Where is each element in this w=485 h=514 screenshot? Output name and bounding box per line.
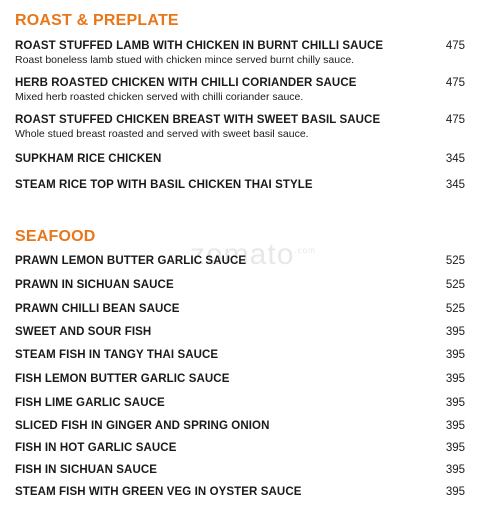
- menu-item: [15, 397, 467, 409]
- item-price: 345: [445, 179, 465, 191]
- menu-item: [15, 486, 467, 498]
- section-title-seafood: SEAFOOD: [15, 228, 96, 245]
- menu-item: [15, 77, 467, 103]
- item-price: 345: [445, 153, 465, 165]
- item-price: 395: [445, 464, 465, 476]
- item-price: 395: [445, 373, 465, 385]
- item-name: FISH LIME GARLIC SAUCE: [15, 397, 165, 409]
- item-price: 475: [445, 40, 465, 52]
- watermark-text: zomato: [190, 238, 295, 271]
- watermark-suffix: .com: [294, 246, 316, 255]
- menu-item: [15, 153, 467, 165]
- item-name: ROAST STUFFED LAMB WITH CHICKEN IN BURNT CHILLI SAUCE: [15, 40, 384, 52]
- item-name: FISH IN SICHUAN SAUCE: [15, 464, 158, 476]
- item-price: 475: [445, 77, 465, 89]
- item-price: 395: [445, 420, 465, 432]
- item-name: STEAM FISH WITH GREEN VEG IN OYSTER SAUCE: [15, 486, 302, 498]
- menu-item: [15, 40, 467, 66]
- menu-item: [15, 373, 467, 385]
- item-name: STEAM RICE TOP WITH BASIL CHICKEN THAI STYLE: [15, 179, 313, 191]
- menu-item: [15, 179, 467, 191]
- item-price: 395: [445, 349, 465, 361]
- item-description: Whole stued breast roasted and served with sweet basil sauce.: [15, 128, 309, 140]
- item-price: 475: [445, 114, 465, 126]
- menu-item: [15, 442, 467, 454]
- item-name: SLICED FISH IN GINGER AND SPRING ONION: [15, 420, 270, 432]
- menu-item: [15, 114, 467, 140]
- menu-item: [15, 349, 467, 361]
- item-name: PRAWN CHILLI BEAN SAUCE: [15, 303, 180, 315]
- item-price: 525: [445, 279, 465, 291]
- item-name: FISH IN HOT GARLIC SAUCE: [15, 442, 177, 454]
- item-name: PRAWN IN SICHUAN SAUCE: [15, 279, 174, 291]
- menu-item: [15, 279, 467, 291]
- item-name: ROAST STUFFED CHICKEN BREAST WITH SWEET BASIL SAUCE: [15, 114, 381, 126]
- item-name: STEAM FISH IN TANGY THAI SAUCE: [15, 349, 219, 361]
- item-price: 525: [445, 303, 465, 315]
- menu-item: [15, 326, 467, 338]
- item-price: 395: [445, 326, 465, 338]
- item-name: FISH LEMON BUTTER GARLIC SAUCE: [15, 373, 230, 385]
- item-description: Mixed herb roasted chicken served with chilli coriander sauce.: [15, 91, 304, 103]
- item-price: 525: [445, 255, 465, 267]
- item-price: 395: [445, 397, 465, 409]
- item-name: PRAWN LEMON BUTTER GARLIC SAUCE: [15, 255, 247, 267]
- item-name: SWEET AND SOUR FISH: [15, 326, 152, 338]
- item-price: 395: [445, 486, 465, 498]
- item-name: HERB ROASTED CHICKEN WITH CHILLI CORIANDER SAUCE: [15, 77, 357, 89]
- item-name: SUPKHAM RICE CHICKEN: [15, 153, 162, 165]
- menu-item: [15, 464, 467, 476]
- menu-item: [15, 303, 467, 315]
- menu-item: [15, 420, 467, 432]
- menu-item: [15, 255, 467, 267]
- item-description: Roast boneless lamb stued with chicken mince served burnt chilly sauce.: [15, 54, 355, 66]
- item-price: 395: [445, 442, 465, 454]
- section-title-roast-preplate: ROAST & PREPLATE: [15, 12, 179, 29]
